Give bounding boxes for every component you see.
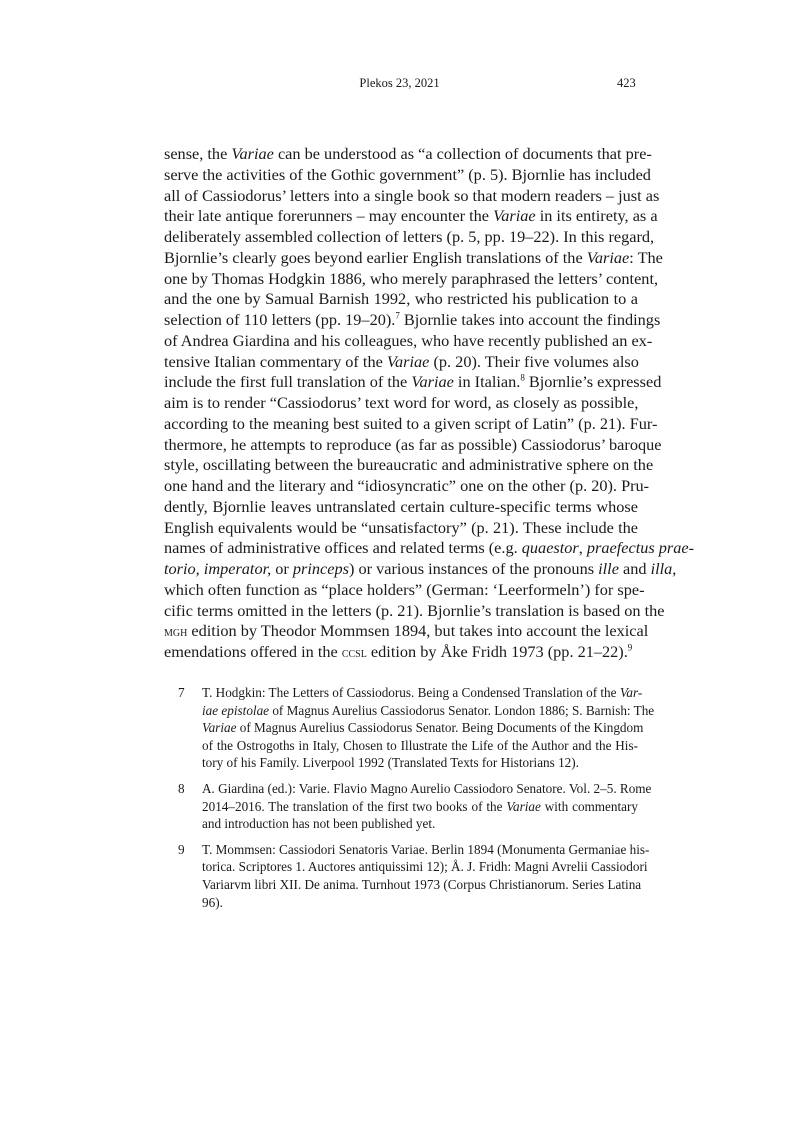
- footnote-9: [164, 841, 650, 911]
- text-line: which often function as “place holders” (German: ‘Leerformeln’) for spe-: [164, 579, 645, 599]
- text-line: thermore, he attempts to reproduce (as far as possible) Cassiodorus’ baroque: [164, 434, 662, 454]
- text-line: of the Ostrogoths in Italy, Chosen to Illustrate the Life of the Author and the His-: [202, 737, 638, 753]
- italic-term: praefectus prae-: [586, 538, 695, 558]
- italic-term: Variae: [202, 720, 237, 736]
- italic-term: Variae: [493, 206, 536, 226]
- footnote-ref[interactable]: 8: [520, 372, 525, 383]
- text-line: T. Hodgkin: The Letters of Cassiodorus. Being a Condensed Translation of the Var-: [202, 685, 643, 700]
- text-line: one by Thomas Hodgkin 1886, who merely paraphrased the letters’ content,: [164, 268, 659, 288]
- text-line: iae epistolae of Magnus Aurelius Cassiodorus Senator. London 1886; S. Barnish: The: [202, 702, 655, 718]
- text-line: 96).: [202, 894, 223, 910]
- text-line: cific terms omitted in the letters (p. 21). Bjornlie’s translation is based on the: [164, 600, 665, 620]
- text-line: include the first full translation of the Variae in Italian.$^8$ Bjornlie’s expressed: [164, 372, 662, 392]
- small-caps-abbrev: mgh: [164, 624, 188, 641]
- italic-term: ille: [598, 559, 619, 578]
- text-line: names of administrative offices and related terms (e.g. quaestor, praefectus prae-: [164, 538, 695, 558]
- text-line: mgh edition by Theodor Mommsen 1894, but takes into account the lexical: [164, 621, 649, 641]
- text-line: serve the activities of the Gothic government” (p. 5). Bjornlie has included: [164, 164, 651, 184]
- body-paragraph: [164, 144, 695, 663]
- italic-term: princeps: [292, 559, 349, 578]
- text-line: T. Mommsen: Cassiodori Senatoris Variae. Berlin 1894 (Monumenta Germaniae his-: [202, 841, 650, 857]
- text-line: selection of 110 letters (pp. 19–20).$^7$ Bjornlie takes into account the findings: [164, 310, 661, 329]
- footnote-ref[interactable]: 7: [395, 310, 400, 321]
- text-line: according to the meaning best suited to a given script of Latin” (p. 21). Fur-: [164, 413, 658, 433]
- footnote-number: 8: [178, 780, 185, 796]
- footnote-text: [202, 780, 652, 833]
- text-line: their late antique forerunners – may encounter the Variae in its entirety, as a: [164, 206, 658, 226]
- journal-title: Plekos 23, 2021: [359, 76, 440, 90]
- text-line: sense, the Variae can be understood as “a collection of documents that pre-: [164, 144, 652, 163]
- italic-term: Variae: [231, 144, 274, 163]
- text-line: of Andrea Giardina and his colleagues, who have recently published an ex-: [164, 330, 653, 350]
- italic-term: Variae: [586, 247, 630, 267]
- text-line: one hand and the literary and “idiosyncratic” one on the other (p. 20). Pru-: [164, 476, 650, 495]
- italic-term: Variae: [386, 351, 430, 371]
- italic-term: iae epistolae: [202, 702, 270, 718]
- text-line: and the one by Samual Barnish 1992, who restricted his publication to a: [164, 289, 638, 309]
- footnote-text: [202, 841, 650, 911]
- text-line: style, oscillating between the bureaucratic and administrative sphere on the: [164, 455, 654, 475]
- text-line: emendations offered in the ccsl edition by Åke Fridh 1973 (pp. 21–22).$^9$: [164, 642, 633, 661]
- footnotes: [164, 684, 655, 919]
- italic-term: Variae: [506, 798, 541, 814]
- text-line: Bjornlie’s clearly goes beyond earlier English translations of the Variae: The: [164, 247, 663, 267]
- text-line: Variae of Magnus Aurelius Cassiodorus Senator. Being Documents of the Kingdom: [202, 720, 644, 736]
- text-line: English equivalents would be “unsatisfactory” (p. 21). These include the: [164, 517, 638, 537]
- text-line: tensive Italian commentary of the Variae (p. 20). Their five volumes also: [164, 351, 639, 371]
- italic-term: torio, imperator,: [164, 559, 272, 578]
- text-line: dently, Bjornlie leaves untranslated certain culture-specific terms whose: [164, 496, 638, 516]
- running-head: [0, 72, 799, 92]
- text-line: aim is to render “Cassiodorus’ text word for word, as closely as possible,: [164, 393, 639, 412]
- italic-term: Var-: [619, 685, 643, 700]
- text-line: 2014–2016. The translation of the first two books of the Variae with commentary: [202, 798, 639, 814]
- text-line: and introduction has not been published yet.: [202, 816, 436, 832]
- footnote-8: [164, 780, 652, 833]
- text-line: deliberately assembled collection of letters (p. 5, pp. 19–22). In this regard,: [164, 227, 655, 246]
- footnote-text: [202, 684, 655, 772]
- small-caps-abbrev: ccsl: [341, 645, 367, 661]
- italic-term: quaestor: [521, 538, 579, 558]
- footnote-number: 9: [178, 841, 185, 857]
- text-line: A. Giardina (ed.): Varie. Flavio Magno Aurelio Cassiodoro Senatore. Vol. 2–5. Rome: [202, 780, 652, 796]
- text-line: torio, imperator, or princeps) or various instances of the pronouns ille and illa,: [164, 559, 677, 578]
- page-number: 423: [617, 76, 636, 90]
- text-line: all of Cassiodorus’ letters into a single book so that modern readers – just as: [164, 185, 660, 205]
- text-line: tory of his Family. Liverpool 1992 (Translated Texts for Historians 12).: [202, 755, 579, 771]
- footnote-number: 7: [178, 685, 185, 700]
- italic-term: illa: [650, 559, 673, 578]
- text-line: torica. Scriptores 1. Auctores antiquissimi 12); Å. J. Fridh: Magni Avrelii Cassiodori: [202, 859, 648, 875]
- footnote-7: [164, 684, 655, 772]
- text-line: Variarvm libri XII. De anima. Turnhout 1973 (Corpus Christianorum. Series Latina: [202, 876, 642, 892]
- italic-term: Variae: [411, 372, 454, 392]
- footnote-ref[interactable]: 9: [627, 642, 633, 653]
